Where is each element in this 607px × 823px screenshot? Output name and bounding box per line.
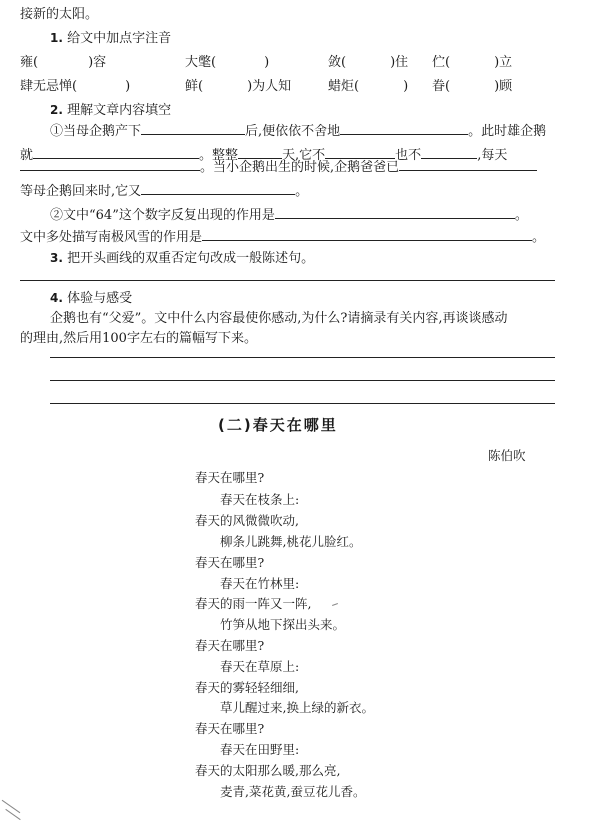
q1-number: 1.	[50, 31, 63, 45]
q1-heading	[50, 32, 171, 45]
q3-title: 把开头画线的双重否定句改成一般陈述句。	[67, 251, 315, 266]
answer-line[interactable]	[50, 403, 555, 404]
poem-line: 春天在竹林里:	[220, 576, 300, 591]
q1-item-5: 肆无忌惮( )	[20, 79, 131, 94]
q2-line-4: 等母企鹅回来时,它又 。	[20, 184, 309, 199]
q1-item-6: 鲜( )为人知	[185, 79, 292, 94]
intro-tail-text: 接新的太阳。	[20, 7, 99, 22]
scan-artifact	[332, 603, 338, 606]
poem-line: 春天在哪里?	[195, 638, 265, 653]
answer-blank[interactable]	[141, 182, 295, 195]
poem-line: 草儿醒过来,换上绿的新衣。	[220, 700, 374, 715]
poem-line: 春天在哪里?	[195, 555, 265, 570]
poem-line: 麦青,菜花黄,蚕豆花儿香。	[220, 784, 366, 799]
poem-line: 春天的风微微吹动,	[195, 513, 299, 528]
q2-line-1: ①当母企鹅产下 后,便依依不舍地 。此时雄企鹅	[50, 124, 547, 139]
q2-number: 2.	[50, 103, 63, 117]
q4-number: 4.	[50, 291, 63, 305]
poem-line: 春天在田野里:	[220, 742, 300, 757]
poem-line: 竹笋从地下探出头来。	[220, 617, 346, 632]
q4-heading	[50, 292, 132, 305]
q1-item-2: 大氅( )	[185, 55, 270, 70]
poem-line: 春天在哪里?	[195, 470, 265, 485]
q2-line-6: 文中多处描写南极风雪的作用是 。	[20, 230, 546, 245]
answer-blank[interactable]	[202, 228, 532, 241]
q1-item-7: 蜡炬( )	[328, 79, 409, 94]
q2-title: 理解文章内容填空	[67, 103, 172, 118]
poem-line: 春天在草原上:	[220, 659, 300, 674]
q1-item-4: 伫( )立	[432, 55, 513, 70]
q1-item-1: 雍( )容	[20, 55, 107, 70]
answer-blank[interactable]	[20, 158, 200, 171]
poem-title: (二)春天在哪里	[218, 416, 338, 434]
answer-blank[interactable]	[141, 122, 245, 135]
poem-line: 春天的雾轻轻细细,	[195, 680, 299, 695]
poem-line: 春天在枝条上:	[220, 492, 300, 507]
poem-line: 春天在哪里?	[195, 721, 265, 736]
answer-line[interactable]	[50, 357, 555, 358]
q4-prompt-line-1: 企鹅也有“父爱”。文中什么内容最使你感动,为什么?请摘录有关内容,再谈谈感动	[50, 311, 508, 326]
poem-author: 陈伯吹	[488, 448, 526, 463]
poem-line: 柳条儿跳舞,桃花儿脸红。	[220, 534, 362, 549]
q1-item-3: 敛( )住	[328, 55, 409, 70]
answer-blank[interactable]	[275, 206, 515, 219]
q2-line-3: 。当小企鹅出生的时候,企鹅爸爸已	[20, 158, 537, 174]
q4-prompt-line-2: 的理由,然后用100字左右的篇幅写下来。	[20, 331, 257, 346]
q3-number: 3.	[50, 251, 63, 265]
q1-title: 给文中加点字注音	[67, 31, 172, 46]
q3-heading	[50, 252, 314, 265]
scan-artifact	[2, 800, 21, 813]
answer-blank[interactable]	[399, 158, 537, 171]
poem-line: 春天的雨一阵又一阵,	[195, 596, 312, 611]
q1-item-8: 眷( )顾	[432, 79, 513, 94]
q2-line-5: ②文中“64”这个数字反复出现的作用是 。	[50, 208, 528, 223]
answer-line[interactable]	[50, 380, 555, 381]
q4-title: 体验与感受	[67, 291, 133, 306]
q2-line-2: 就 。整整 天,它不 也不 ,每天	[20, 148, 508, 163]
poem-line: 春天的太阳那么暖,那么亮,	[195, 763, 341, 778]
q2-heading	[50, 104, 171, 117]
answer-blank[interactable]	[340, 122, 468, 135]
answer-line[interactable]	[20, 280, 555, 281]
